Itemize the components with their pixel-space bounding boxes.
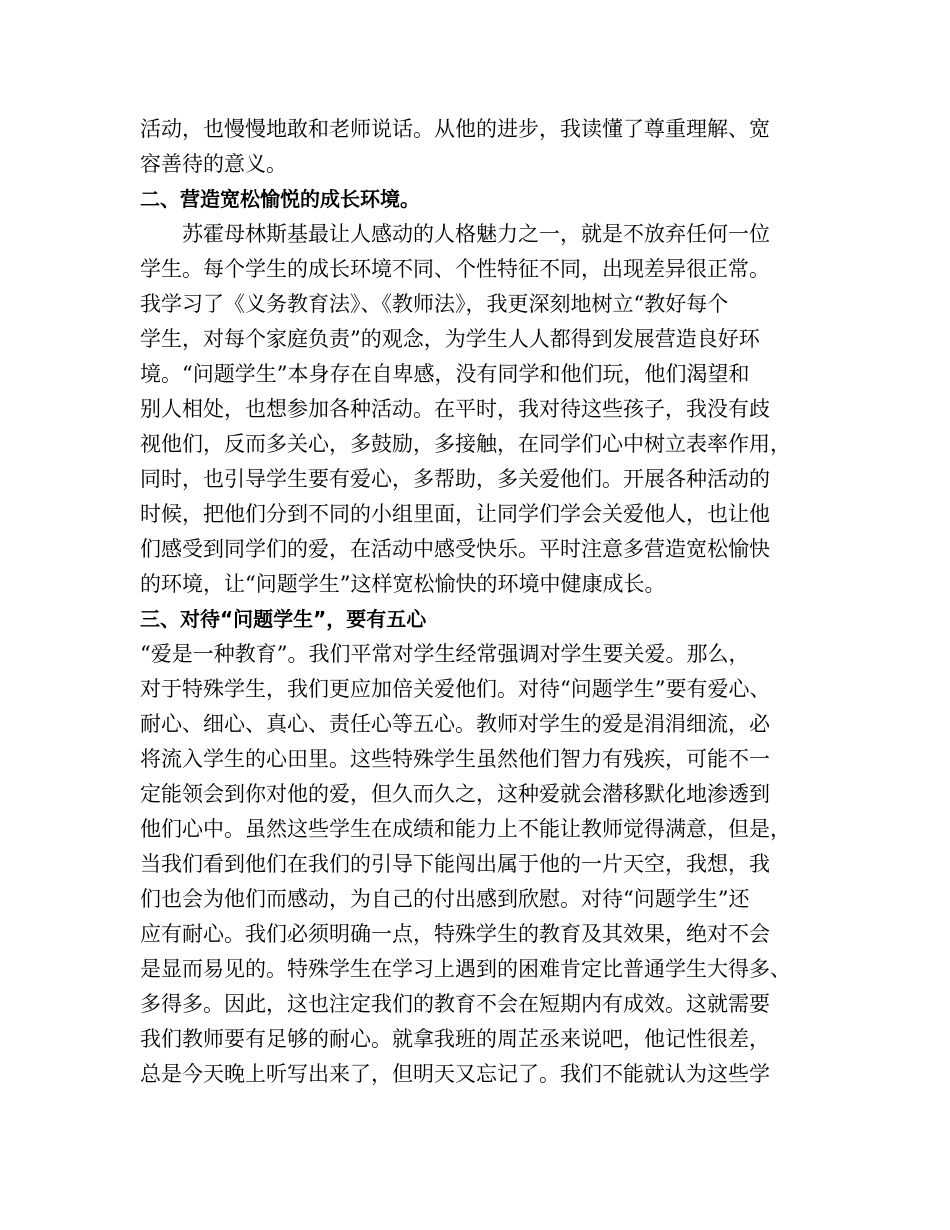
paragraph-line: 苏霍母林斯基最让人感动的人格魅力之一，就是不放弃任何一位	[140, 222, 770, 246]
paragraph-line: 我们教师要有足够的耐心。就拿我班的周芷丞来说吧，他记性很差，	[140, 1027, 770, 1051]
paragraph-line: 同时，也引导学生要有爱心，多帮助，多关爱他们。开展各种活动的	[140, 467, 770, 491]
paragraph-line: 定能领会到你对他的爱，但久而久之，这种爱就会潜移默化地渗透到	[140, 782, 770, 806]
paragraph-line: 们感受到同学们的爱，在活动中感受快乐。平时注意多营造宽松愉快	[140, 537, 770, 561]
paragraph-line: 是显而易见的。特殊学生在学习上遇到的困难肯定比普通学生大得多、	[140, 957, 791, 981]
paragraph-line: 总是今天晚上听写出来了，但明天又忘记了。我们不能就认为这些学	[140, 1062, 770, 1086]
paragraph-line: 学生，对每个家庭负责”的观念，为学生人人都得到发展营造良好环	[140, 327, 760, 351]
paragraph-line: 他们心中。虽然这些学生在成绩和能力上不能让教师觉得满意，但是，	[140, 817, 791, 841]
paragraph-line: 时候，把他们分到不同的小组里面，让同学们学会关爱他人，也让他	[140, 502, 770, 526]
paragraph-line: 活动，也慢慢地敢和老师说话。从他的进步，我读懂了尊重理解、宽	[140, 117, 770, 141]
paragraph-line: 容善待的意义。	[140, 152, 287, 176]
paragraph-line: 境。“问题学生”本身存在自卑感，没有同学和他们玩，他们渴望和	[140, 362, 750, 386]
paragraph-line: 们也会为他们而感动，为自己的付出感到欣慰。对待“问题学生”还	[140, 887, 750, 911]
paragraph-line: 的环境，让“问题学生”这样宽松愉快的环境中健康成长。	[140, 572, 666, 596]
paragraph-line: 应有耐心。我们必须明确一点，特殊学生的教育及其效果，绝对不会	[140, 922, 770, 946]
paragraph-line: 多得多。因此，这也注定我们的教育不会在短期内有成效。这就需要	[140, 992, 770, 1016]
paragraph-line: 将流入学生的心田里。这些特殊学生虽然他们智力有残疾，可能不一	[140, 747, 770, 771]
paragraph-line: 当我们看到他们在我们的引导下能闯出属于他的一片天空，我想，我	[140, 852, 770, 876]
paragraph-line: 视他们，反而多关心，多鼓励，多接触，在同学们心中树立表率作用，	[140, 432, 791, 456]
section-heading: 三、对待“问题学生”，要有五心	[140, 607, 427, 631]
section-heading: 二、营造宽松愉悦的成长环境。	[140, 187, 420, 211]
paragraph-line: 耐心、细心、真心、责任心等五心。教师对学生的爱是涓涓细流，必	[140, 712, 770, 736]
paragraph-line: 别人相处，也想参加各种活动。在平时，我对待这些孩子，我没有歧	[140, 397, 770, 421]
paragraph-line: 学生。每个学生的成长环境不同、个性特征不同，出现差异很正常。	[140, 257, 770, 281]
paragraph-line: 我学习了《义务教育法》、《教师法》，我更深刻地树立“教好每个	[140, 292, 729, 316]
paragraph-line: “爱是一种教育”。我们平常对学生经常强调对学生要关爱。那么，	[140, 642, 750, 666]
paragraph-line: 对于特殊学生，我们更应加倍关爱他们。对待“问题学生”要有爱心、	[140, 677, 771, 701]
